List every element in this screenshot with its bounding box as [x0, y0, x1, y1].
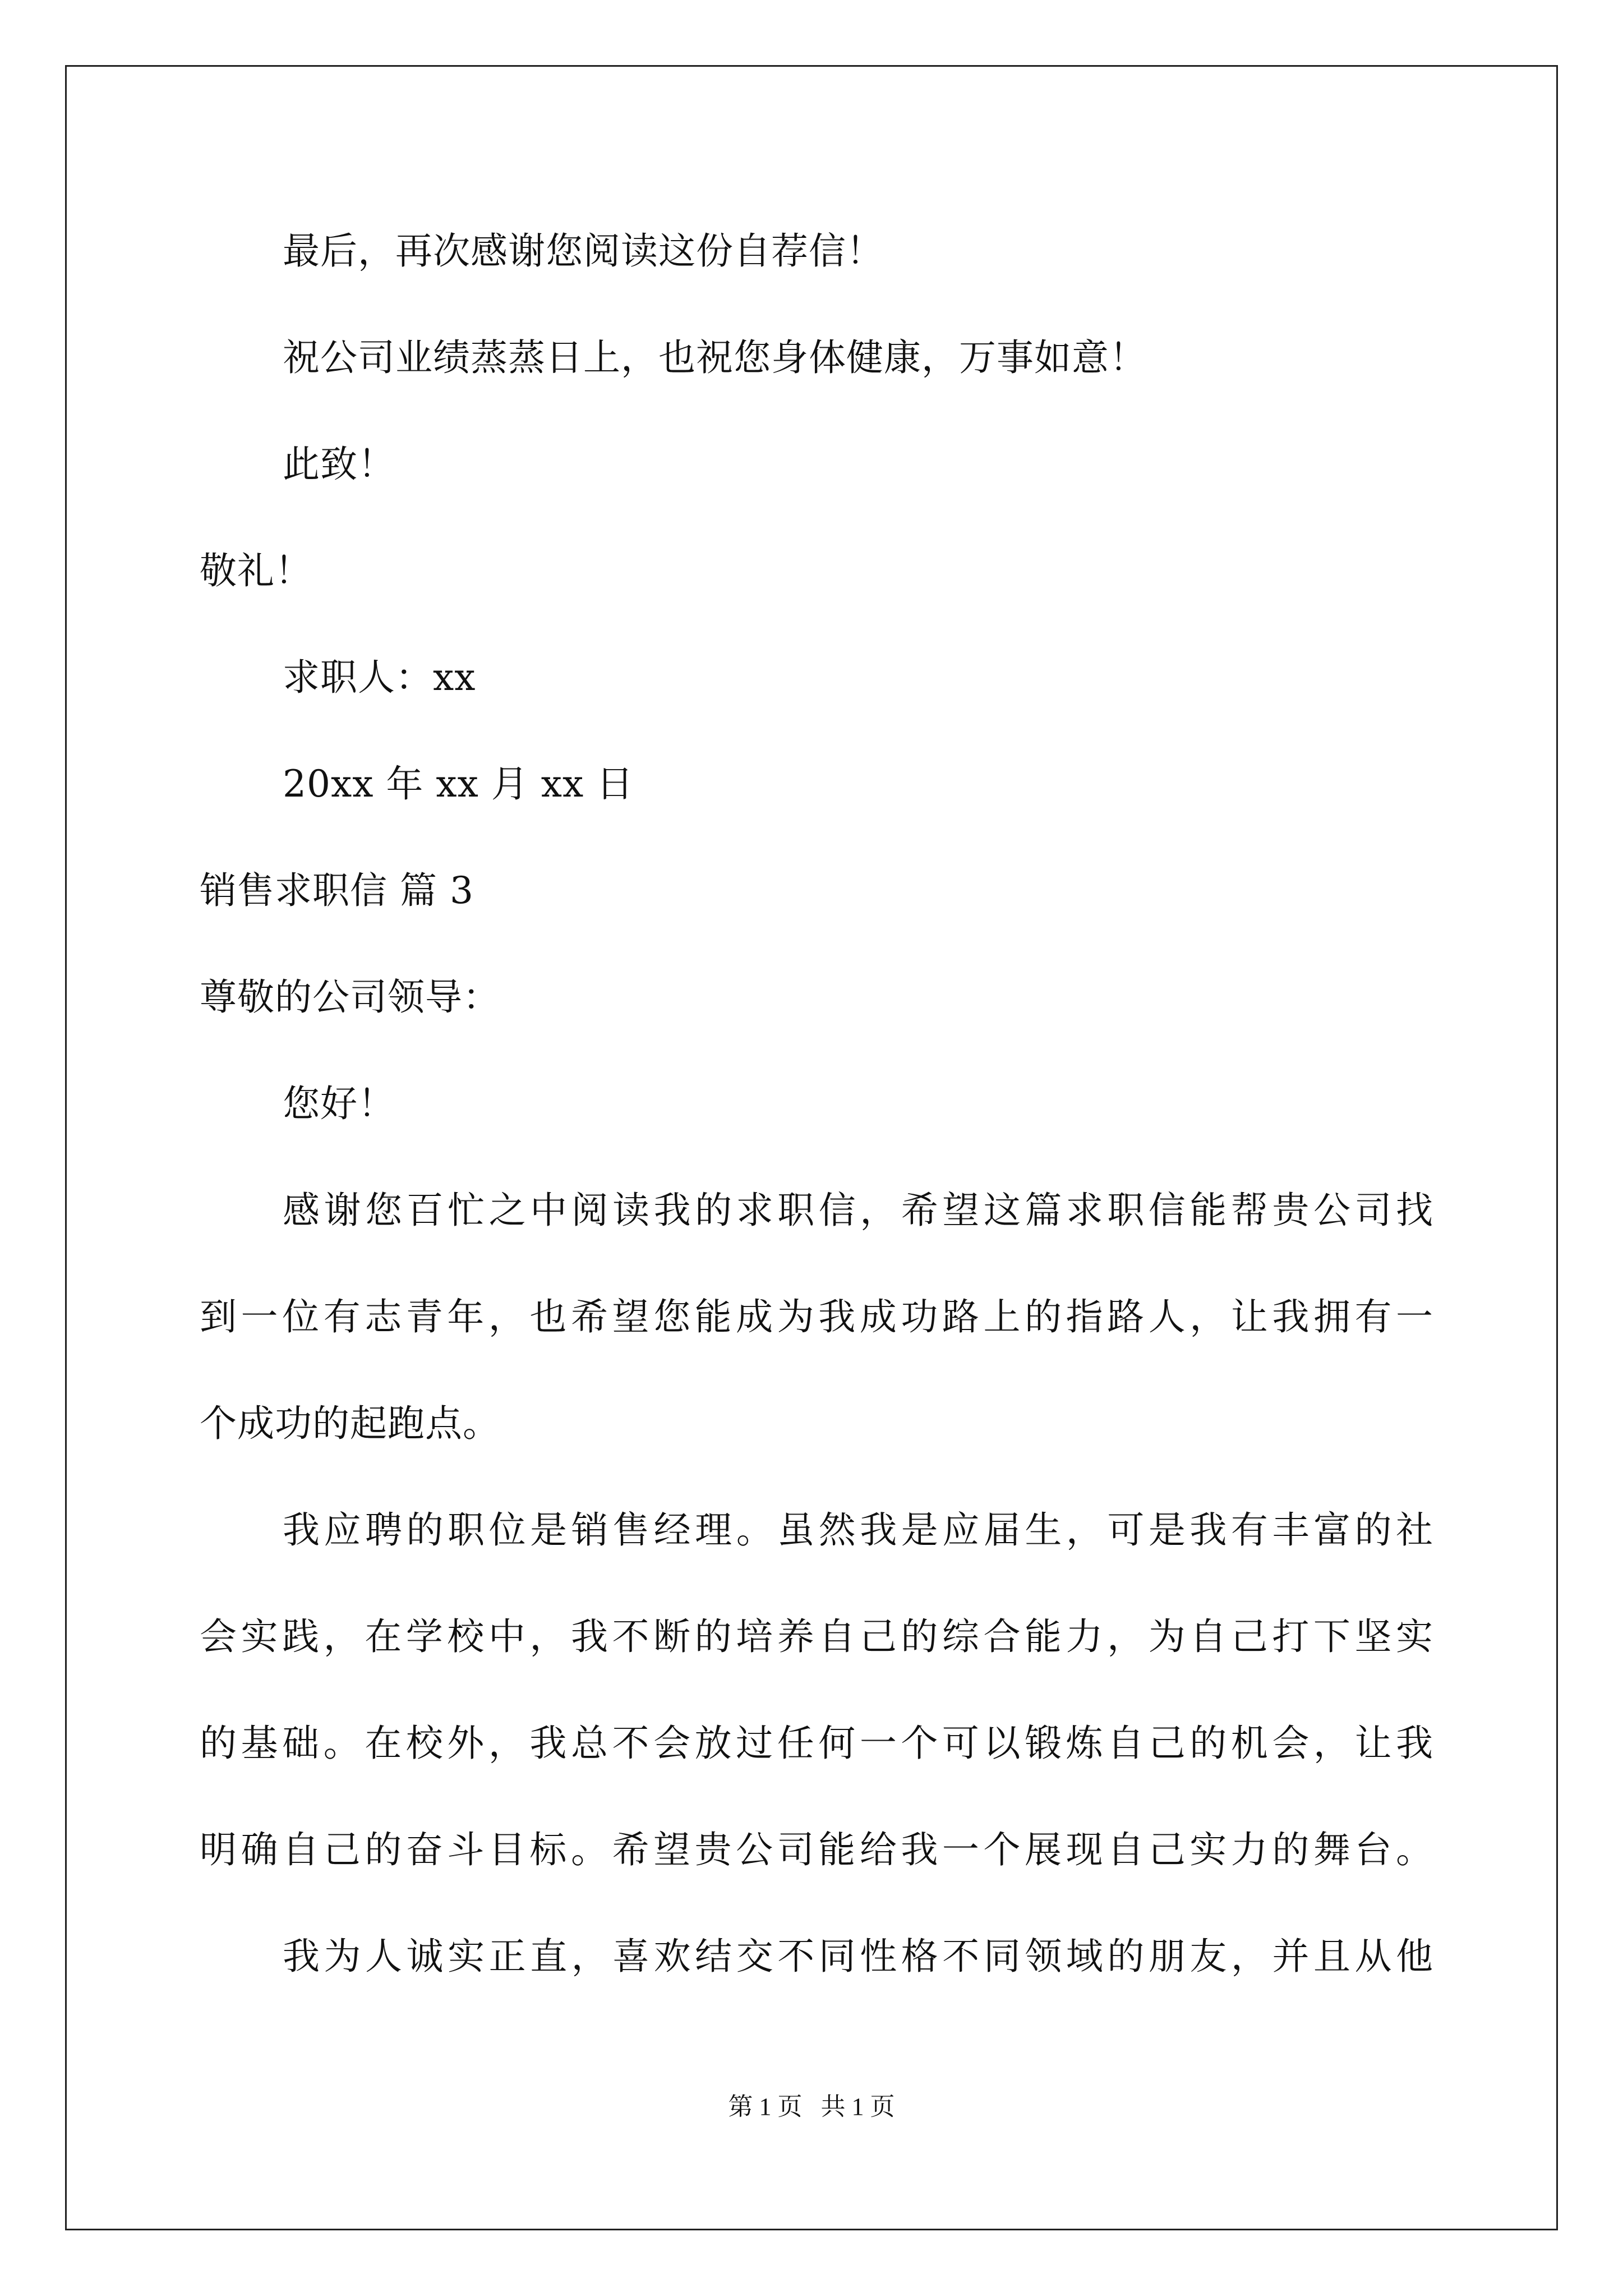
paragraph-line: 我为人诚实正直，喜欢结交不同性格不同领域的朋友，并且从他	[283, 1935, 1433, 1978]
section-heading: 销售求职信 篇 3	[200, 869, 474, 912]
page-number: 第 1 页	[728, 2093, 803, 2120]
paragraph-line: 感谢您百忙之中阅读我的求职信，希望这篇求职信能帮贵公司找	[283, 1189, 1433, 1232]
paragraph-line: 的基础。在校外，我总不会放过任何一个可以锻炼自己的机会，让我	[200, 1722, 1433, 1765]
closing-thanks: 最后，再次感谢您阅读这份自荐信！	[283, 229, 884, 273]
letter-date: 20xx 年 xx 月 xx 日	[283, 762, 634, 806]
page-total: 共 1 页	[820, 2093, 895, 2120]
paragraph-line: 我应聘的职位是销售经理。虽然我是应届生，可是我有丰富的社	[283, 1508, 1433, 1552]
page-footer	[0, 2091, 1623, 2123]
salutation-zhizhi: 此致！	[283, 443, 395, 486]
paragraph-line: 明确自己的奋斗目标。希望贵公司能给我一个展现自己实力的舞台。	[200, 1828, 1433, 1871]
paragraph-line: 到一位有志青年，也希望您能成为我成功路上的指路人，让我拥有一	[200, 1295, 1433, 1338]
paragraph-line: 个成功的起跑点。	[200, 1402, 500, 1445]
paragraph-line: 会实践，在学校中，我不断的培养自己的综合能力，为自己打下坚实	[200, 1615, 1433, 1658]
applicant-name: 求职人：xx	[283, 656, 476, 699]
closing-wishes: 祝公司业绩蒸蒸日上，也祝您身体健康，万事如意！	[283, 336, 1147, 379]
greeting-hello: 您好！	[283, 1082, 395, 1125]
greeting-recipient: 尊敬的公司领导：	[200, 976, 500, 1019]
page-border	[65, 65, 1558, 2230]
salutation-jingli: 敬礼！	[200, 549, 312, 592]
